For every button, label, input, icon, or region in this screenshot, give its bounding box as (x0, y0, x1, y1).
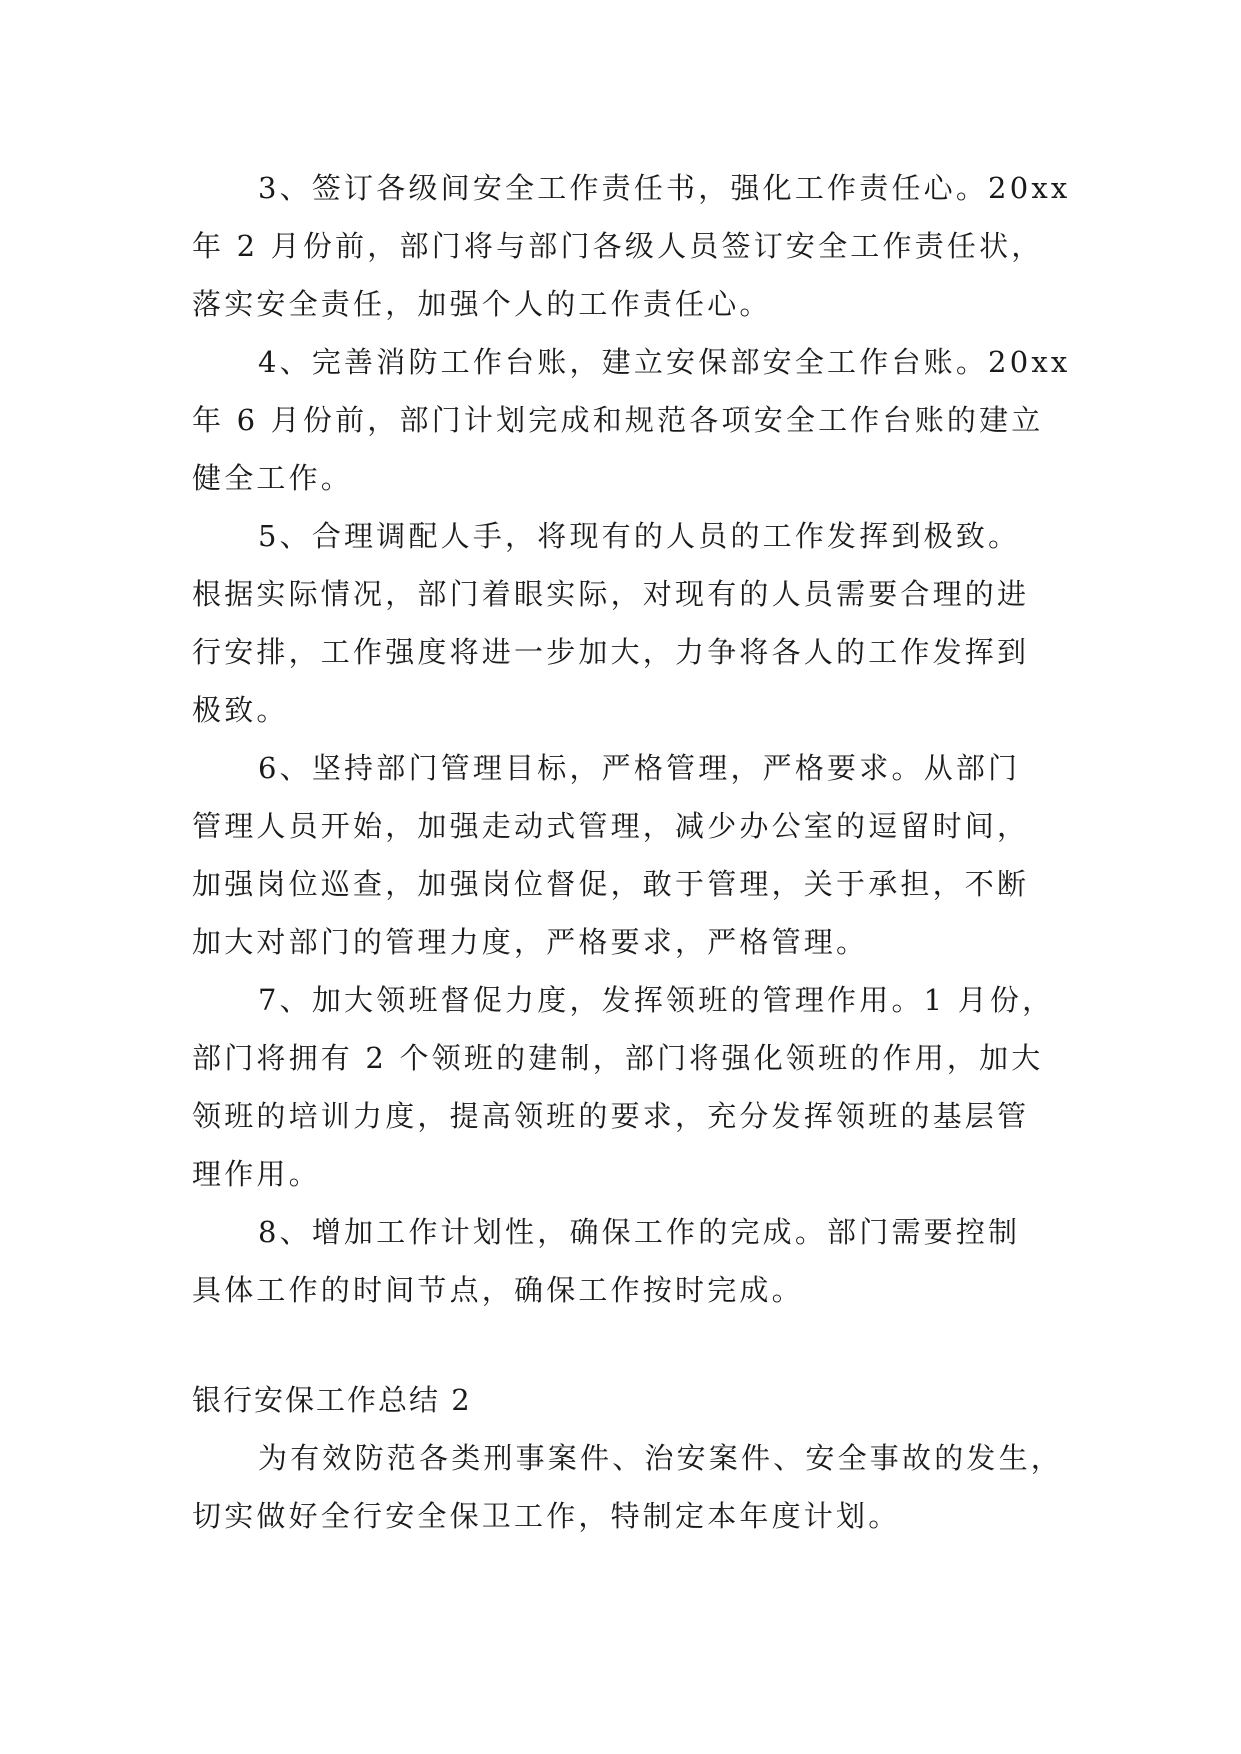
paragraph-8-line-1: 8、增加工作计划性，确保工作的完成。部门需要控制 (258, 1215, 1021, 1249)
paragraph-7-line-1: 7、加大领班督促力度，发挥领班的管理作用。1 月份， (258, 983, 1055, 1017)
intro-paragraph-line-2: 切实做好全行安全保卫工作，特制定本年度计划。 (192, 1499, 901, 1533)
paragraph-5-line-2: 根据实际情况，部门着眼实际，对现有的人员需要合理的进 (192, 577, 1030, 611)
paragraph-6-line-4: 加大对部门的管理力度，严格要求，严格管理。 (192, 925, 869, 959)
paragraph-8-line-2: 具体工作的时间节点，确保工作按时完成。 (192, 1273, 804, 1307)
paragraph-7-line-3: 领班的培训力度，提高领班的要求，充分发挥领班的基层管 (192, 1099, 1030, 1133)
paragraph-3-line-1: 3、签订各级间安全工作责任书，强化工作责任心。20xx (258, 171, 1071, 205)
paragraph-5-line-4: 极致。 (192, 693, 289, 727)
paragraph-5-line-3: 行安排，工作强度将进一步加大，力争将各人的工作发挥到 (192, 635, 1030, 669)
paragraph-6-line-3: 加强岗位巡查，加强岗位督促，敢于管理，关于承担，不断 (192, 867, 1030, 901)
paragraph-7-line-2: 部门将拥有 2 个领班的建制，部门将强化领班的作用，加大 (192, 1041, 1044, 1075)
paragraph-3-line-2: 年 2 月份前，部门将与部门各级人员签订安全工作责任状， (192, 229, 1044, 263)
paragraph-3-line-3: 落实安全责任，加强个人的工作责任心。 (192, 287, 772, 321)
paragraph-5-line-1: 5、合理调配人手，将现有的人员的工作发挥到极致。 (258, 519, 1021, 553)
paragraph-6-line-1: 6、坚持部门管理目标，严格管理，严格要求。从部门 (258, 751, 1021, 785)
paragraph-4-line-1: 4、完善消防工作台账，建立安保部安全工作台账。20xx (258, 345, 1071, 379)
paragraph-4-line-2: 年 6 月份前，部门计划完成和规范各项安全工作台账的建立 (192, 403, 1044, 437)
section-heading: 银行安保工作总结 2 (192, 1383, 472, 1417)
paragraph-4-line-3: 健全工作。 (192, 461, 354, 495)
intro-paragraph-line-1: 为有效防范各类刑事案件、治安案件、安全事故的发生， (258, 1441, 1064, 1475)
paragraph-6-line-2: 管理人员开始，加强走动式管理，减少办公室的逗留时间， (192, 809, 1030, 843)
paragraph-7-line-4: 理作用。 (192, 1157, 321, 1191)
